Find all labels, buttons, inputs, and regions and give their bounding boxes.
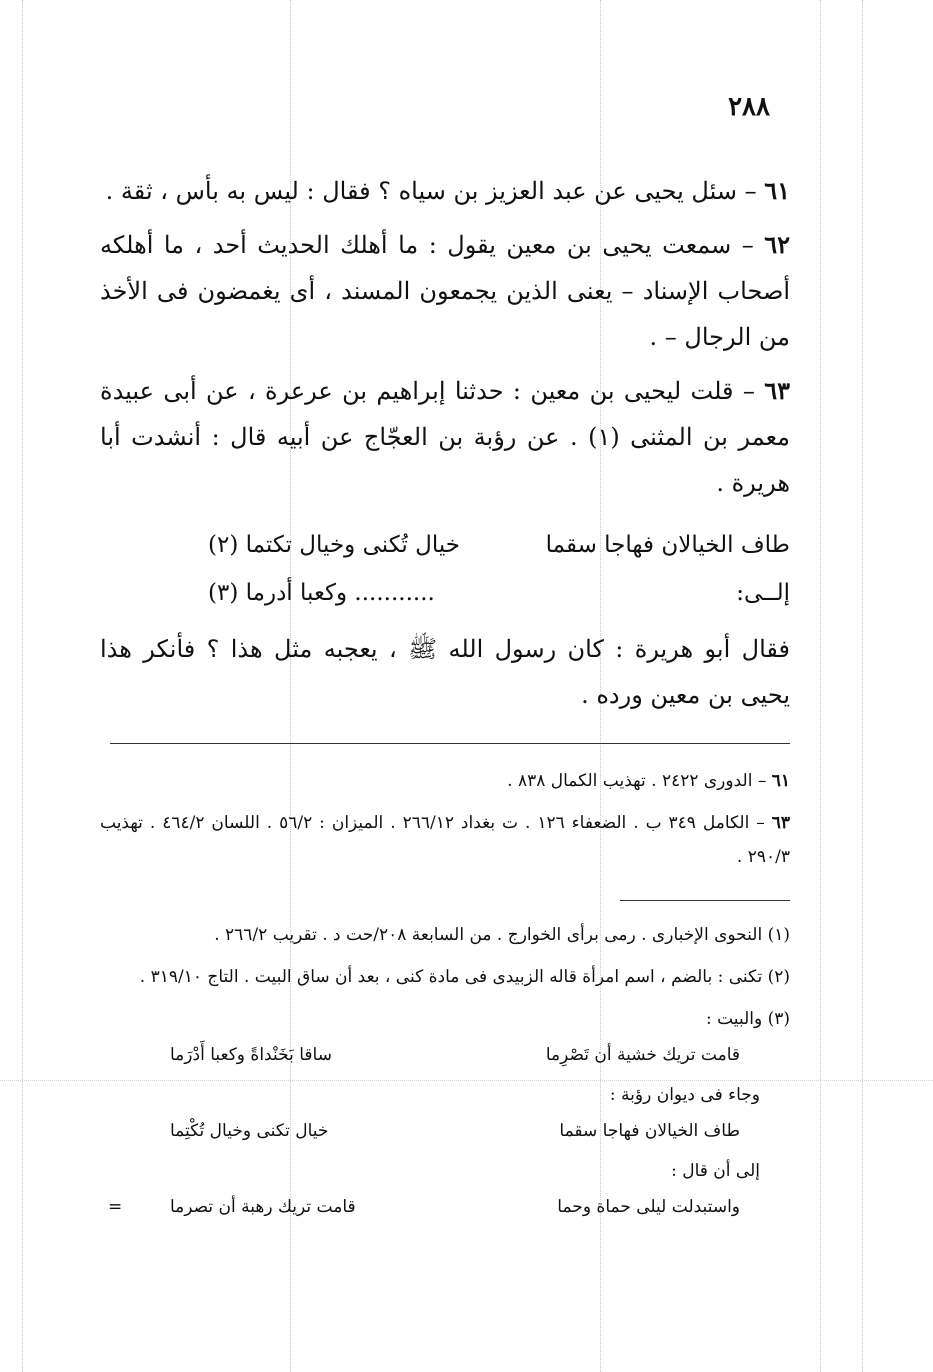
scan-guide-line — [820, 0, 821, 1372]
footnotes-block — [100, 918, 790, 1230]
continuation-mark: = — [108, 1197, 123, 1217]
source-text: – الكامل ٣٤٩ ب . الضعفاء ١٢٦ . ت بغداد ٢٦٦/١٢ . الميزان : ٥٦/٢ . اللسان ٤٦٤/٢ . تهذيب ٢٩٠/٣ . — [100, 813, 790, 867]
source-text: – الدورى ٢٤٢٢ . تهذيب الكمال ٨٣٨ . — [507, 771, 772, 791]
footnote-2: (٢) تكنى : بالضم ، اسم امرأة قاله الزبيدى فى مادة كنى ، بعد أن ساق البيت . التاج ٣١٩/١٠ . — [139, 967, 790, 987]
footnote-verse-2 — [130, 1114, 760, 1148]
entry-text: – قلت ليحيى بن معين : حدثنا إبراهيم بن عرعرة ، عن أبى عبيدة معمر بن المثنى (١) . عن رؤبة بن العجّاج عن أبيه قال : أنشدت أبا هريرة . — [100, 377, 790, 497]
entry-number: ٦٣ — [764, 376, 790, 405]
verse-second-hemistich: ساقا بَخَنْداةً وكعبا أَدْرَما — [170, 1045, 332, 1065]
scan-guide-line — [862, 0, 863, 1372]
source-63 — [100, 806, 790, 874]
footnote-3-intro: (٣) والبيت : — [705, 1009, 790, 1029]
source-number: ٦٣ — [771, 813, 790, 833]
footnote-3-until: إلى أن قال : — [671, 1161, 760, 1181]
page-number: ٢٨٨ — [728, 92, 770, 122]
source-number: ٦١ — [771, 771, 790, 791]
footnote-verse-3 — [108, 1190, 760, 1224]
main-text — [100, 168, 790, 514]
verse-first-hemistich: قامت تريك خشية أن تَصْرِما — [545, 1045, 740, 1065]
verse-line-1 — [100, 532, 790, 572]
separator-rule — [110, 743, 790, 744]
footnote-verse-1 — [130, 1038, 760, 1072]
scan-guide-line — [22, 0, 23, 1372]
entry-62 — [100, 222, 790, 360]
verse-second-hemistich: قامت تريك رهبة أن تصرما — [170, 1197, 356, 1217]
entry-61 — [100, 168, 790, 214]
footnote-3-diwan: وجاء فى ديوان رؤبة : — [609, 1085, 760, 1105]
verse-line-2 — [100, 580, 790, 620]
entry-text: – سئل يحيى عن عبد العزيز بن سياه ؟ فقال : ليس به بأس ، ثقة . — [105, 177, 765, 205]
sources-block — [100, 764, 790, 882]
entry-text: – سمعت يحيى بن معين يقول : ما أهلك الحديث أحد ، ما أهلكه أصحاب الإسناد – يعنى الذين يجمعون المسند ، أى يغمضون فى الأخذ من الرجال – . — [100, 231, 790, 351]
closing-paragraph: فقال أبو هريرة : كان رسول الله ﷺ ، يعجبه مثل هذا ؟ فأنكر هذا يحيى بن معين ورده . — [100, 635, 790, 709]
verse-first-hemistich: واستبدلت ليلى حماة وحما — [557, 1197, 740, 1217]
verse-first-hemistich: طاف الخيالان فهاجا سقما — [545, 532, 790, 558]
verse-first-hemistich: إلــى: — [736, 580, 790, 606]
footnote-rule — [620, 900, 790, 901]
verse-second-hemistich: خيال تُكنى وخيال تكتما (٢) — [208, 532, 460, 558]
entry-number: ٦٢ — [764, 230, 790, 259]
footnote-1: (١) النحوى الإخبارى . رمى برأى الخوارج . من السابعة ٢٠٨/حت د . تقريب ٢٦٦/٢ . — [214, 925, 790, 945]
entry-63 — [100, 368, 790, 506]
verse-first-hemistich: طاف الخيالان فهاجا سقما — [559, 1121, 740, 1141]
closing-text — [100, 626, 790, 726]
verse-second-hemistich: ........... وكعبا أدرما (٣) — [208, 580, 435, 606]
source-61 — [100, 764, 790, 798]
entry-number: ٦١ — [764, 176, 790, 205]
verse-second-hemistich: خيال تكنى وخيال تُكْتِما — [170, 1121, 329, 1141]
